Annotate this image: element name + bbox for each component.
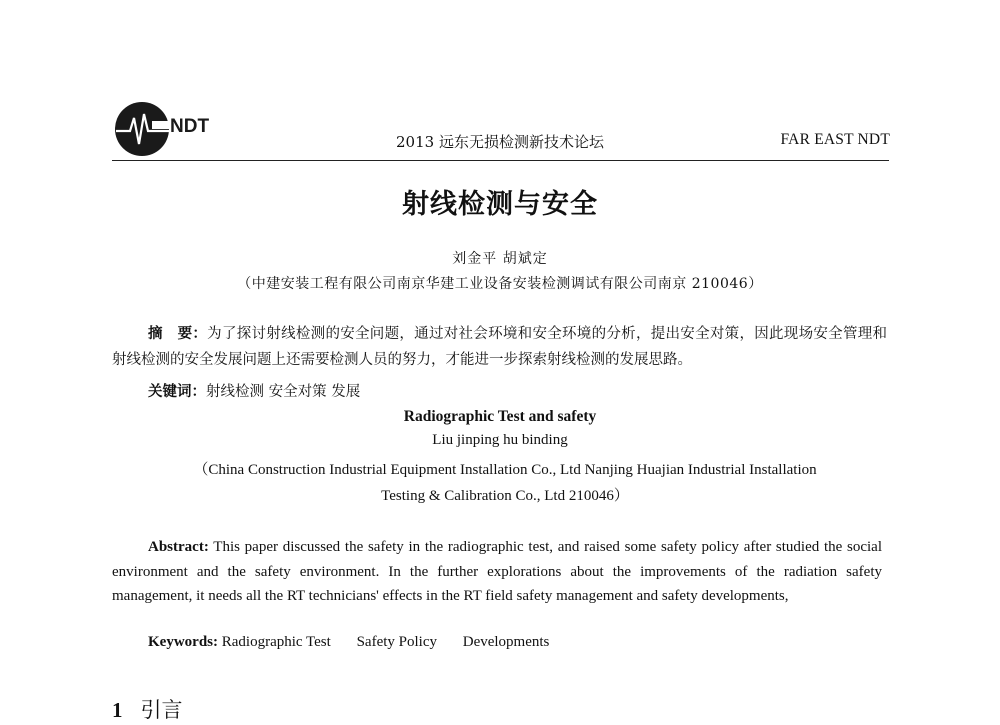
header-conference-title: 2013 远东无损检测新技术论坛 bbox=[396, 133, 604, 151]
abstract-en-text: This paper discussed the safety in the radiographic test, and raised some safety policy after studied the social environment and the safety environment. In the further explorations about the improvements of the radiation safety management, it needs all the RT technicians' effects in the RT field safety management and safety developments, bbox=[112, 539, 883, 604]
affiliation-en-line-1: （China Construction Industrial Equipment Installation Co., Ltd Nanjing Huajian Industrial Installation bbox=[193, 462, 817, 478]
affiliation-en-line-2: Testing & Calibration Co., Ltd 210046） bbox=[381, 488, 629, 504]
keywords-en bbox=[148, 634, 571, 651]
affiliation-cn: （中建安装工程有限公司南京华建工业设备安装检测调试有限公司南京 210046） bbox=[237, 276, 763, 292]
keywords-cn bbox=[148, 380, 360, 401]
abstract-cn-label: 摘 要： bbox=[148, 325, 208, 342]
authors-en: Liu jinping hu binding bbox=[432, 432, 568, 448]
keywords-cn-label: 关键词： bbox=[148, 383, 206, 400]
authors-cn: 刘金平 胡斌定 bbox=[452, 251, 548, 267]
logo-text: NDT bbox=[170, 116, 210, 137]
paper-title-cn: 射线检测与安全 bbox=[402, 189, 598, 220]
paper-title-en: Radiographic Test and safety bbox=[403, 408, 597, 425]
keywords-en-label: Keywords: bbox=[148, 634, 218, 650]
abstract-en bbox=[112, 535, 882, 609]
abstract-cn bbox=[112, 321, 887, 373]
abstract-cn-text: 为了探讨射线检测的安全问题，通过对社会环境和安全环境的分析，提出安全对策，因此现场安全管理和射线检测的安全发展问题上还需要检测人员的努力，才能进一步探索射线检测的发展思路。 bbox=[112, 326, 888, 368]
section-number: 1 bbox=[112, 698, 123, 722]
section-title: 引言 bbox=[140, 698, 183, 722]
keyword-en: Radiographic Test bbox=[221, 634, 331, 650]
section-heading bbox=[112, 694, 183, 724]
header-divider bbox=[112, 160, 889, 161]
keywords-cn-text: 射线检测 安全对策 发展 bbox=[206, 384, 361, 400]
header-journal-name: FAR EAST NDT bbox=[780, 131, 890, 148]
keyword-en: Safety Policy bbox=[356, 634, 437, 650]
abstract-en-label: Abstract: bbox=[148, 539, 209, 555]
affiliation-en bbox=[145, 457, 865, 509]
far-east-ndt-logo bbox=[112, 98, 222, 160]
keyword-en: Developments bbox=[462, 634, 550, 650]
